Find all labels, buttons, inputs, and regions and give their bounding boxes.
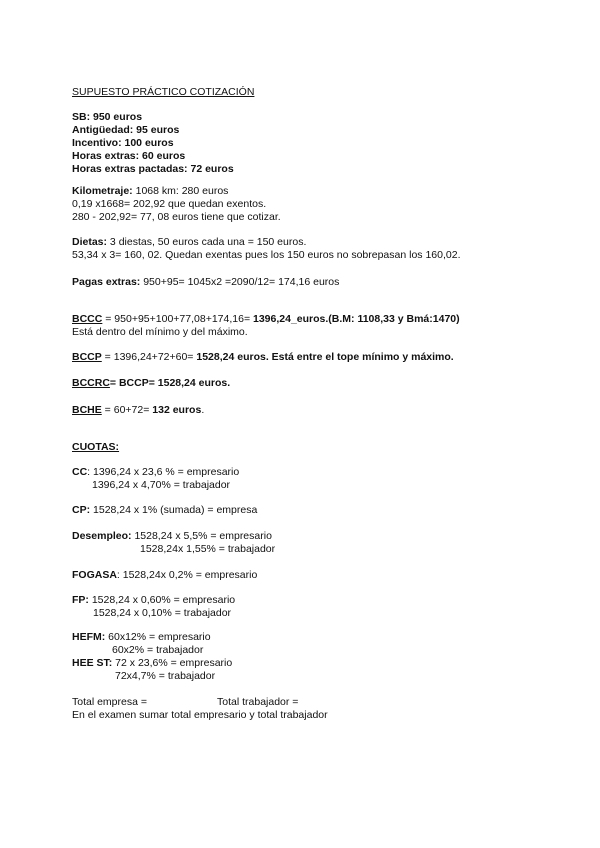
pagas-label: Pagas extras: [72,276,141,288]
bccp-result: 1528,24 euros. Está entre el tope mínimo y máximo. [196,351,454,363]
bccc-calc: = 950+95+100+77,08+174,16= [102,313,253,325]
cp-label: CP: [72,504,91,516]
heest-label: HEE ST: [72,657,113,669]
bccc-result: 1396,24_euros.(B.M: 1108,33 y Bmá:1470) [253,313,460,325]
totales-block [72,696,328,722]
bccp-calc: = 1396,24+72+60= [101,351,197,363]
kilometraje-label: Kilometraje: [72,185,133,197]
fp-line1: 1528,24 x 0,60% = empresario [88,594,236,606]
total-empresa: Total empresa = [72,696,147,708]
kilometraje-line2: 0,19 x1668= 202,92 que quedan exentos. [72,198,267,210]
dato-antiguedad: Antigüedad: 95 euros [72,124,180,136]
cc-block [72,466,239,492]
dietas-line1: 3 diestas, 50 euros cada una = 150 euros. [107,236,307,248]
kilometraje-block [72,185,281,224]
fogasa-label: FOGASA [72,569,117,581]
heest-line2: 72x4,7% = trabajador [115,670,216,682]
bccp-label: BCCP [72,351,102,363]
cp-block [72,504,257,517]
desempleo-line1: 1528,24 x 5,5% = empresario [131,530,272,542]
bccc-label: BCCC [72,313,103,325]
hefm-line1: 60x12% = empresario [105,631,211,643]
bccrc-result: = BCCP= 1528,24 euros. [109,377,231,389]
datos-block [72,111,234,176]
cp-line1: 1528,24 x 1% (sumada) = empresa [90,504,258,516]
dato-horas-pactadas: Horas extras pactadas: 72 euros [72,163,234,175]
cc-label: CC [72,466,88,478]
bche-block [72,404,204,417]
fogasa-line1: : 1528,24x 0,2% = empresario [116,569,258,581]
hefm-block [72,631,232,683]
document-title [72,86,254,99]
total-trabajador: Total trabajador = [217,696,299,708]
dato-horas-extras: Horas extras: 60 euros [72,150,186,162]
fogasa-block [72,569,257,582]
bche-end: . [201,404,205,416]
fp-line2: 1528,24 x 0,10% = trabajador [93,607,232,619]
kilometraje-line3: 280 - 202,92= 77, 08 euros tiene que cotizar. [72,211,281,223]
bccrc-block [72,377,230,390]
pagas-block [72,276,339,289]
totales-nota: En el examen sumar total empresario y total trabajador [72,709,328,721]
bccp-block [72,351,454,364]
desempleo-label: Desempleo: [72,530,132,542]
dato-incentivo: Incentivo: 100 euros [72,137,174,149]
desempleo-line2: 1528,24x 1,55% = trabajador [140,543,276,555]
bccrc-label: BCCRC [72,377,110,389]
bche-result: 132 euros [152,404,202,416]
hefm-label: HEFM: [72,631,106,643]
dietas-line2: 53,34 x 3= 160, 02. Quedan exentas pues los 150 euros no sobrepasan los 160,02. [72,249,461,261]
dietas-block [72,236,461,262]
bccc-block [72,313,460,339]
dietas-label: Dietas: [72,236,108,248]
heest-line1: 72 x 23,6% = empresario [112,657,233,669]
cc-line1: : 1396,24 x 23,6 % = empresario [87,466,240,478]
bche-label: BCHE [72,404,102,416]
fp-label: FP: [72,594,89,606]
desempleo-block [72,530,275,556]
fp-block [72,594,235,620]
pagas-value: 950+95= 1045x2 =2090/12= 174,16 euros [140,276,340,288]
cuotas-title: CUOTAS: [72,441,120,453]
bccc-note: Está dentro del mínimo y del máximo. [72,326,248,338]
cuotas-heading [72,441,119,454]
cc-line2: 1396,24 x 4,70% = trabajador [92,479,231,491]
dato-sb: SB: 950 euros [72,111,143,123]
hefm-line2: 60x2% = trabajador [112,644,204,656]
title-text: SUPUESTO PRÁCTICO COTIZACIÓN [72,86,255,98]
bche-calc: = 60+72= [101,404,153,416]
kilometraje-line1: 1068 km: 280 euros [132,185,229,197]
